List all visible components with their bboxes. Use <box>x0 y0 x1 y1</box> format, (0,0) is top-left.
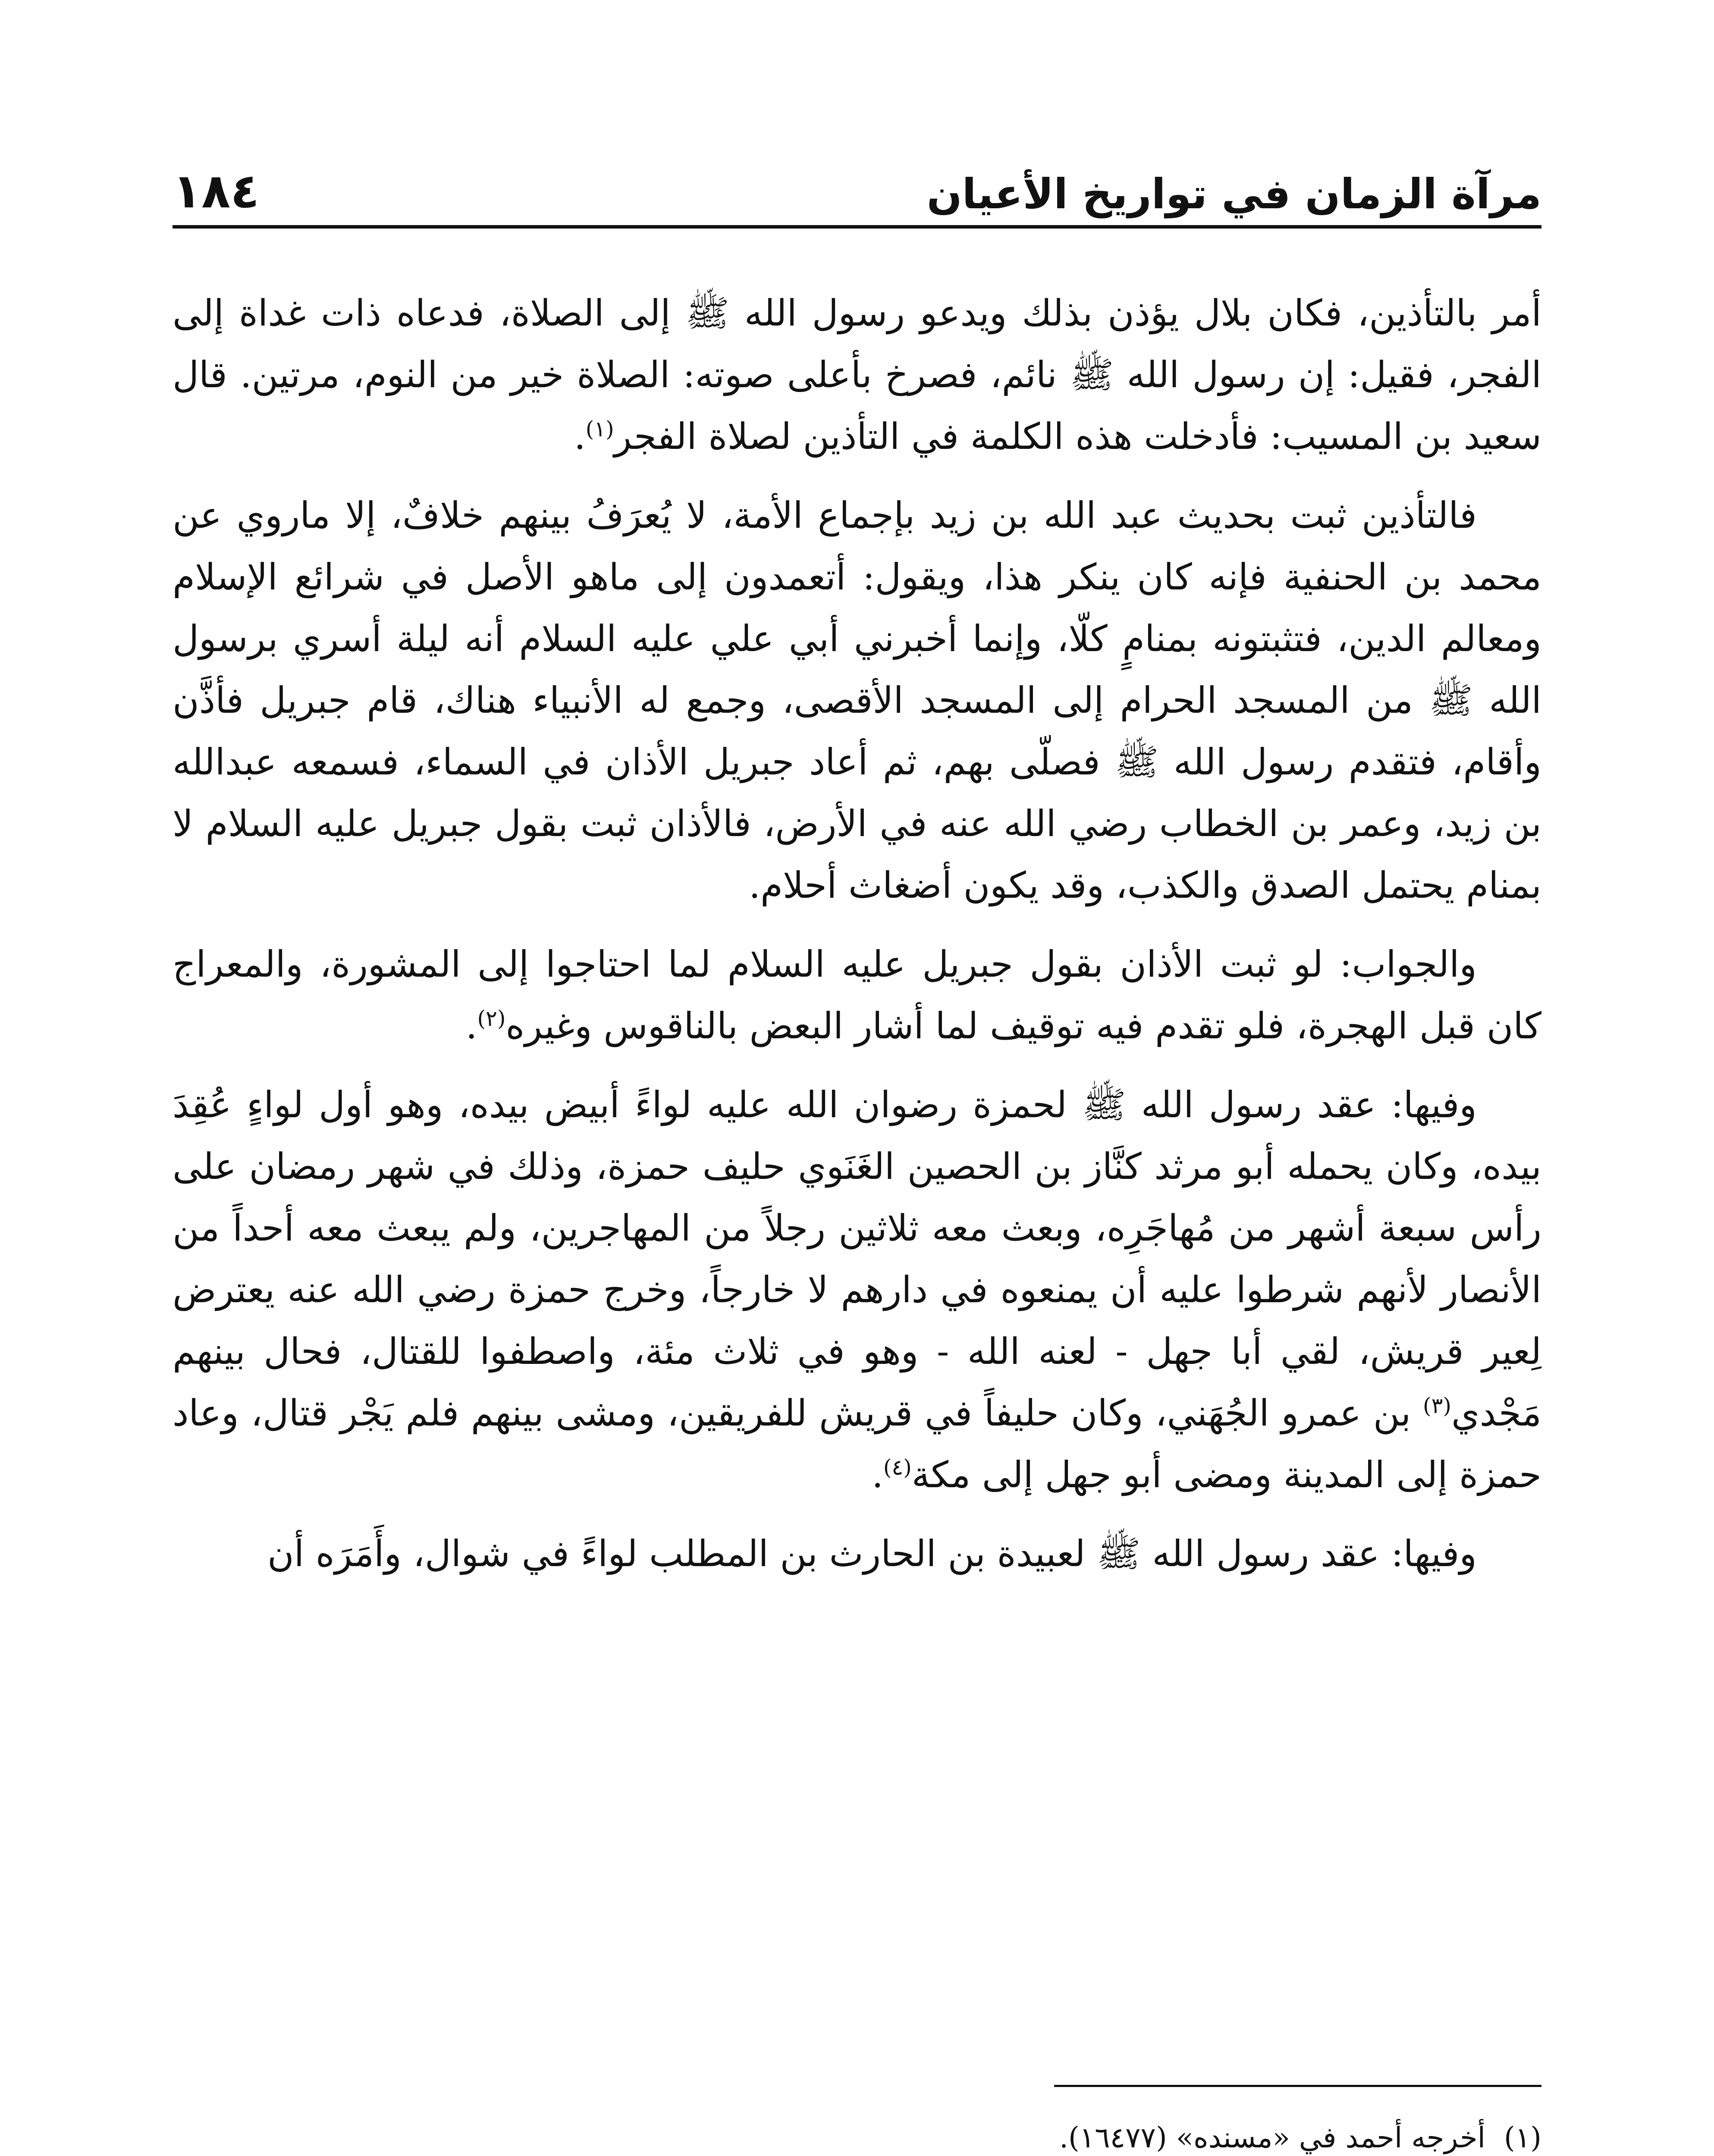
paragraph-1-end: . <box>574 415 586 458</box>
paragraph-2: فالتأذين ثبت بحديث عبد الله بن زيد بإجماع الأمة، لا يُعرَفُ بينهم خلافٌ، إلا ماروي عن محمد بن الحنفية فإنه كان ينكر هذا، ويقول: أتعمدون إلى ماهو الأصل في شرائع الإسلام ومعالم الدين، فتثبتونه بمنامٍ كلّا، وإنما أخبرني أبي علي عليه السلام أنه ليلة أسري برسول الله ﷺ من المسجد الحرام إلى المسجد الأقصى، وجمع له الأنبياء هناك، قام جبريل فأذَّن وأقام، فتقدم رسول الله ﷺ فصلّى بهم، ثم أعاد جبريل الأذان في السماء، فسمعه عبدالله بن زيد، وعمر بن الخطاب رضي الله عنه في الأرض، فالأذان ثبت بقول جبريل عليه السلام لا بمنام يحتمل الصدق والكذب، وقد يكون أضغاث أحلام. <box>173 494 1541 906</box>
footnote-divider <box>1054 2085 1541 2087</box>
footnote-number: (١) <box>1504 2121 1541 2154</box>
paragraph-4-end: . <box>872 1454 883 1496</box>
paragraph-4-text-cont: بن عمرو الجُهَني، وكان حليفاً في قريش للفريقين، ومشى بينهم فلم يَجْر قتال، وعاد حمزة إلى المدينة ومضى أبو جهل إلى مكة <box>173 1392 1541 1496</box>
paragraph-3-end: . <box>465 1005 477 1047</box>
paragraph-4 <box>173 1074 1541 1506</box>
paragraph-3 <box>173 934 1541 1057</box>
footnote-text: أخرجه أحمد في «مسنده» (١٦٤٧٧). <box>1059 2121 1485 2154</box>
footnote-ref-4: (٤) <box>883 1455 912 1480</box>
footnote-ref-2: (٢) <box>477 1006 506 1031</box>
footnotes <box>173 2111 1541 2156</box>
paragraph-1 <box>173 282 1541 467</box>
running-header <box>173 142 1541 229</box>
paragraph-1-text: أمر بالتأذين، فكان بلال يؤذن بذلك ويدعو رسول الله ﷺ إلى الصلاة، فدعاه ذات غداة إلى الفجر، فقيل: إن رسول الله ﷺ نائم، فصرخ بأعلى صوته: الصلاة خير من النوم، مرتين. قال سعيد بن المسيب: فأدخلت هذه الكلمة في التأذين لصلاة الفجر <box>173 292 1541 458</box>
page-number: ١٨٤ <box>173 163 260 219</box>
footnote-ref-1: (١) <box>585 417 614 442</box>
book-title: مرآة الزمان في تواريخ الأعيان <box>926 170 1541 218</box>
paragraph-5: وفيها: عقد رسول الله ﷺ لعبيدة بن الحارث بن المطلب لواءً في شوال، وأَمَرَه أن <box>267 1532 1477 1575</box>
main-text <box>173 282 1541 1602</box>
footnote-1 <box>173 2111 1541 2156</box>
footnote-ref-3: (٣) <box>1423 1393 1451 1418</box>
paragraph-3-text: والجواب: لو ثبت الأذان بقول جبريل عليه السلام لما احتاجوا إلى المشورة، والمعراج كان قبل الهجرة، فلو تقدم فيه توقيف لما أشار البعض بالناقوس وغيره <box>173 943 1541 1047</box>
paragraph-4-text: وفيها: عقد رسول الله ﷺ لحمزة رضوان الله عليه لواءً أبيض بيده، وهو أول لواءٍ عُقِدَ بيده، وكان يحمله أبو مرثد كنَّاز بن الحصين الغَنَوي حليف حمزة، وذلك في شهر رمضان على رأس سبعة أشهر من مُهاجَرِه، وبعث معه ثلاثين رجلاً من المهاجرين، ولم يبعث معه أحداً من الأنصار لأنهم شرطوا عليه أن يمنعوه في دارهم لا خارجاً، وخرج حمزة رضي الله عنه يعترض لِعير قريش، لقي أبا جهل - لعنه الله - وهو في ثلاث مئة، واصطفوا للقتال، فحال بينهم مَجْدي <box>173 1084 1541 1434</box>
